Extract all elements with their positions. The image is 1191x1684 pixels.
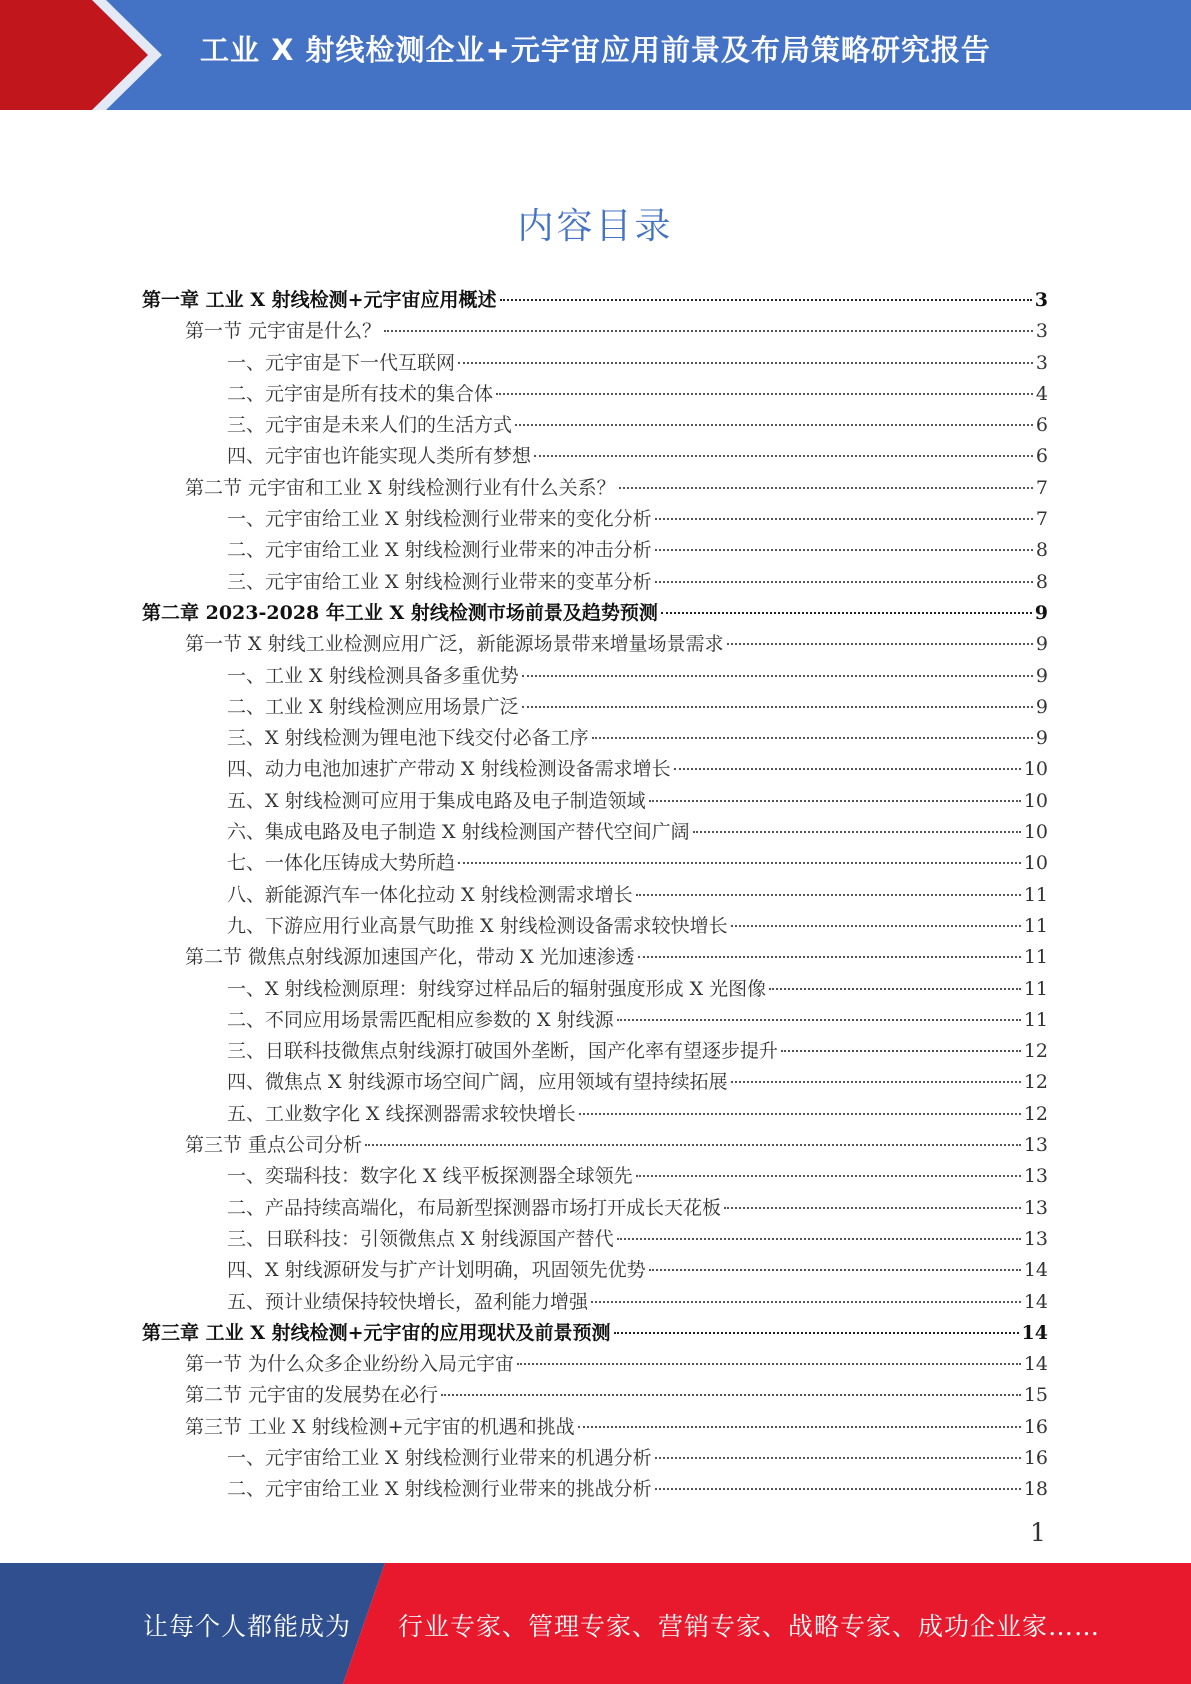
toc-entry-item[interactable] <box>142 1161 1048 1192</box>
toc-dot-leader <box>617 1019 1021 1021</box>
toc-entry-page: 18 <box>1023 1478 1048 1501</box>
toc-entry-title: 四、微焦点 X 射线源市场空间广阔，应用领域有望持续拓展 <box>227 1071 728 1094</box>
toc-entry-title: 二、不同应用场景需匹配相应参数的 X 射线源 <box>227 1008 614 1031</box>
toc-entry-title: 五、预计业绩保持较快增长，盈利能力增强 <box>227 1290 589 1313</box>
toc-dot-leader <box>500 299 1032 301</box>
toc-dot-leader <box>522 706 1033 708</box>
toc-entry-title: 四、动力电池加速扩产带动 X 射线检测设备需求增长 <box>227 758 671 781</box>
toc-entry-title: 九、下游应用行业高景气助推 X 射线检测设备需求较快增长 <box>227 914 728 937</box>
toc-entry-page: 8 <box>1035 539 1048 562</box>
toc-entry-item[interactable] <box>142 1067 1048 1098</box>
toc-entry-title: 一、X 射线检测原理：射线穿过样品后的辐射强度形成 X 光图像 <box>227 977 767 1000</box>
toc-entry-section[interactable] <box>142 1130 1048 1161</box>
footer-slogan-right: 行业专家、管理专家、营销专家、战略专家、成功企业家…… <box>398 1612 1101 1641</box>
toc-entry-title: 第一节 元宇宙是什么？ <box>185 320 382 343</box>
toc-dot-leader <box>636 1175 1021 1177</box>
toc-dot-leader <box>578 1426 1021 1428</box>
toc-entry-title: 第三节 重点公司分析 <box>185 1134 363 1157</box>
toc-dot-leader <box>655 581 1033 583</box>
toc-entry-title: 第二章 2023-2028 年工业 X 射线检测市场前景及趋势预测 <box>142 601 658 624</box>
toc-dot-leader <box>693 831 1021 833</box>
toc-entry-title: 三、元宇宙是未来人们的生活方式 <box>227 414 513 437</box>
toc-entry-page: 3 <box>1035 351 1048 374</box>
toc-entry-item[interactable] <box>142 379 1048 410</box>
toc-entry-page: 3 <box>1035 320 1048 343</box>
toc-dot-leader <box>655 1488 1021 1490</box>
toc-entry-title: 三、日联科技微焦点射线源打破国外垄断，国产化率有望逐步提升 <box>227 1040 779 1063</box>
toc-dot-leader <box>724 1207 1021 1209</box>
toc-entry-page: 6 <box>1035 414 1048 437</box>
report-title: 工业 X 射线检测企业+元宇宙应用前景及布局策略研究报告 <box>200 33 991 67</box>
toc-entry-page: 9 <box>1035 695 1048 718</box>
toc-entry-item[interactable] <box>142 786 1048 817</box>
toc-entry-item[interactable] <box>142 535 1048 566</box>
toc-entry-item[interactable] <box>142 974 1048 1005</box>
toc-entry-page: 14 <box>1023 1259 1048 1282</box>
toc-dot-leader <box>592 737 1033 739</box>
toc-entry-title: 二、元宇宙给工业 X 射线检测行业带来的冲击分析 <box>227 539 652 562</box>
toc-entry-chapter[interactable] <box>142 598 1048 629</box>
toc-dot-leader <box>384 330 1033 332</box>
toc-dot-leader <box>458 362 1033 364</box>
toc-entry-title: 三、元宇宙给工业 X 射线检测行业带来的变革分析 <box>227 570 652 593</box>
toc-dot-leader <box>731 1081 1021 1083</box>
toc-dot-leader <box>655 1457 1021 1459</box>
toc-entry-item[interactable] <box>142 723 1048 754</box>
toc-entry-page: 14 <box>1023 1290 1048 1313</box>
toc-entry-page: 12 <box>1023 1071 1048 1094</box>
toc-dot-leader <box>731 925 1021 927</box>
footer-banner <box>0 1563 1191 1684</box>
toc-entry-title: 第一节 为什么众多企业纷纷入局元宇宙 <box>185 1353 515 1376</box>
toc-entry-chapter[interactable] <box>142 285 1048 316</box>
toc-entry-title: 三、X 射线检测为锂电池下线交付必备工序 <box>227 727 589 750</box>
toc-dot-leader <box>638 956 1021 958</box>
toc-dot-leader <box>458 862 1021 864</box>
toc-entry-page: 14 <box>1023 1353 1048 1376</box>
toc-entry-section[interactable] <box>142 942 1048 973</box>
toc-dot-leader <box>674 768 1021 770</box>
toc-entry-item[interactable] <box>142 692 1048 723</box>
toc-entry-page: 9 <box>1034 601 1048 624</box>
toc-entry-title: 七、一体化压铸成大势所趋 <box>227 852 456 875</box>
toc-entry-page: 9 <box>1035 633 1048 656</box>
toc-entry-page: 12 <box>1023 1102 1048 1125</box>
toc-entry-title: 一、元宇宙是下一代互联网 <box>227 351 456 374</box>
toc-entry-page: 12 <box>1023 1040 1048 1063</box>
toc-entry-item[interactable] <box>142 348 1048 379</box>
toc-entry-page: 11 <box>1023 946 1048 969</box>
toc-entry-title: 第一章 工业 X 射线检测+元宇宙应用概述 <box>142 289 497 311</box>
toc-dot-leader <box>517 1363 1021 1365</box>
toc-entry-page: 4 <box>1035 382 1048 405</box>
toc-entry-title: 第二节 元宇宙的发展势在必行 <box>185 1384 439 1407</box>
toc-dot-leader <box>591 1301 1021 1303</box>
toc-entry-page: 10 <box>1023 789 1048 812</box>
toc-entry-item[interactable] <box>142 1287 1048 1318</box>
header-banner <box>0 0 1191 110</box>
toc-entry-page: 13 <box>1023 1227 1048 1250</box>
footer-slogan-left: 让每个人都能成为 <box>143 1612 352 1641</box>
toc-entry-page: 11 <box>1023 977 1048 1000</box>
toc-entry-title: 八、新能源汽车一体化拉动 X 射线检测需求增长 <box>227 883 633 906</box>
toc-entry-item[interactable] <box>142 1193 1048 1224</box>
toc-entry-item[interactable] <box>142 1474 1048 1505</box>
toc-entry-page: 10 <box>1023 758 1048 781</box>
toc-entry-title: 第二节 微焦点射线源加速国产化，带动 X 光加速渗透 <box>185 946 635 969</box>
toc-entry-page: 7 <box>1035 476 1048 499</box>
toc-entry-title: 五、工业数字化 X 线探测器需求较快增长 <box>227 1102 576 1125</box>
toc-entry-title: 四、X 射线源研发与扩产计划明确，巩固领先优势 <box>227 1259 646 1282</box>
toc-dot-leader <box>441 1394 1021 1396</box>
toc-entry-title: 一、元宇宙给工业 X 射线检测行业带来的机遇分析 <box>227 1446 652 1469</box>
toc-entry-item[interactable] <box>142 1099 1048 1130</box>
toc-entry-section[interactable] <box>142 1380 1048 1411</box>
header-red-chevron <box>0 0 148 110</box>
toc-entry-item[interactable] <box>142 1255 1048 1286</box>
toc-dot-leader <box>365 1144 1021 1146</box>
toc-entry-item[interactable] <box>142 1036 1048 1067</box>
toc-entry-page: 9 <box>1035 727 1048 750</box>
toc-entry-item[interactable] <box>142 661 1048 692</box>
toc-entry-title: 二、元宇宙给工业 X 射线检测行业带来的挑战分析 <box>227 1478 652 1501</box>
toc-entry-section[interactable] <box>142 1412 1048 1443</box>
toc-dot-leader <box>661 612 1032 614</box>
toc-dot-leader <box>522 675 1033 677</box>
toc-entry-page: 7 <box>1035 508 1048 531</box>
page-number: 1 <box>1030 1518 1046 1547</box>
toc-entry-item[interactable] <box>142 410 1048 441</box>
toc-entry-page: 6 <box>1035 445 1048 468</box>
toc-entry-item[interactable] <box>142 880 1048 911</box>
toc-entry-title: 六、集成电路及电子制造 X 射线检测国产替代空间广阔 <box>227 821 690 844</box>
toc-entry-page: 13 <box>1023 1165 1048 1188</box>
toc-entry-item[interactable] <box>142 504 1048 535</box>
toc-entry-item[interactable] <box>142 754 1048 785</box>
toc-dot-leader <box>579 1113 1021 1115</box>
toc-entry-page: 11 <box>1023 914 1048 937</box>
toc-entry-title: 第三章 工业 X 射线检测+元宇宙的应用现状及前景预测 <box>142 1321 611 1344</box>
toc-entry-page: 11 <box>1023 1008 1048 1031</box>
toc-dot-leader <box>769 988 1021 990</box>
toc-entry-title: 二、产品持续高端化，布局新型探测器市场打开成长天花板 <box>227 1196 722 1219</box>
toc-entry-page: 14 <box>1021 1321 1048 1344</box>
toc-entry-title: 第一节 X 射线工业检测应用广泛，新能源场景带来增量场景需求 <box>185 633 724 656</box>
toc-dot-leader <box>727 643 1033 645</box>
toc-dot-leader <box>649 1269 1021 1271</box>
toc-entry-item[interactable] <box>142 567 1048 598</box>
toc-dot-leader <box>781 1050 1021 1052</box>
toc-dot-leader <box>619 487 1033 489</box>
toc-dot-leader <box>614 1332 1019 1334</box>
toc-entry-section[interactable] <box>142 316 1048 347</box>
toc-entry-item[interactable] <box>142 817 1048 848</box>
toc-entry-chapter[interactable] <box>142 1318 1048 1349</box>
toc-entry-page: 10 <box>1023 821 1048 844</box>
toc-entry-item[interactable] <box>142 1005 1048 1036</box>
toc-entry-title: 一、工业 X 射线检测具备多重优势 <box>227 664 519 687</box>
toc-entry-title: 二、工业 X 射线检测应用场景广泛 <box>227 695 519 718</box>
toc-entry-title: 一、元宇宙给工业 X 射线检测行业带来的变化分析 <box>227 508 652 531</box>
toc-entry-page: 15 <box>1023 1384 1048 1407</box>
toc-dot-leader <box>655 518 1033 520</box>
toc-dot-leader <box>534 455 1033 457</box>
toc-entry-page: 9 <box>1035 664 1048 687</box>
toc-entry-section[interactable] <box>142 1349 1048 1380</box>
toc-entry-page: 10 <box>1023 852 1048 875</box>
toc-entry-page: 13 <box>1023 1134 1048 1157</box>
toc-entry-item[interactable] <box>142 911 1048 942</box>
toc-entry-title: 三、日联科技：引领微焦点 X 射线源国产替代 <box>227 1227 614 1250</box>
toc-entry-page: 8 <box>1035 570 1048 593</box>
toc-entry-section[interactable] <box>142 473 1048 504</box>
toc-dot-leader <box>617 1238 1021 1240</box>
toc-dot-leader <box>496 393 1033 395</box>
toc-entry-title: 第三节 工业 X 射线检测+元宇宙的机遇和挑战 <box>185 1415 575 1438</box>
toc-entry-page: 16 <box>1023 1415 1048 1438</box>
toc-entry-title: 第二节 元宇宙和工业 X 射线检测行业有什么关系？ <box>185 476 616 499</box>
toc-entry-page: 3 <box>1034 289 1048 311</box>
toc-entry-title: 五、X 射线检测可应用于集成电路及电子制造领域 <box>227 789 646 812</box>
toc-entry-item[interactable] <box>142 1443 1048 1474</box>
toc-entry-item[interactable] <box>142 441 1048 472</box>
toc-entry-item[interactable] <box>142 848 1048 879</box>
toc-dot-leader <box>655 549 1033 551</box>
toc-entry-page: 16 <box>1023 1446 1048 1469</box>
toc-dot-leader <box>515 424 1033 426</box>
toc-heading: 内容目录 <box>517 206 674 247</box>
toc-entry-page: 13 <box>1023 1196 1048 1219</box>
table-of-contents <box>142 285 1048 1506</box>
toc-entry-title: 四、元宇宙也许能实现人类所有梦想 <box>227 445 532 468</box>
toc-dot-leader <box>636 894 1021 896</box>
toc-entry-item[interactable] <box>142 1224 1048 1255</box>
toc-entry-section[interactable] <box>142 629 1048 660</box>
toc-dot-leader <box>649 800 1021 802</box>
toc-entry-page: 11 <box>1023 883 1048 906</box>
toc-entry-title: 一、奕瑞科技：数字化 X 线平板探测器全球领先 <box>227 1165 633 1188</box>
toc-entry-title: 二、元宇宙是所有技术的集合体 <box>227 382 494 405</box>
